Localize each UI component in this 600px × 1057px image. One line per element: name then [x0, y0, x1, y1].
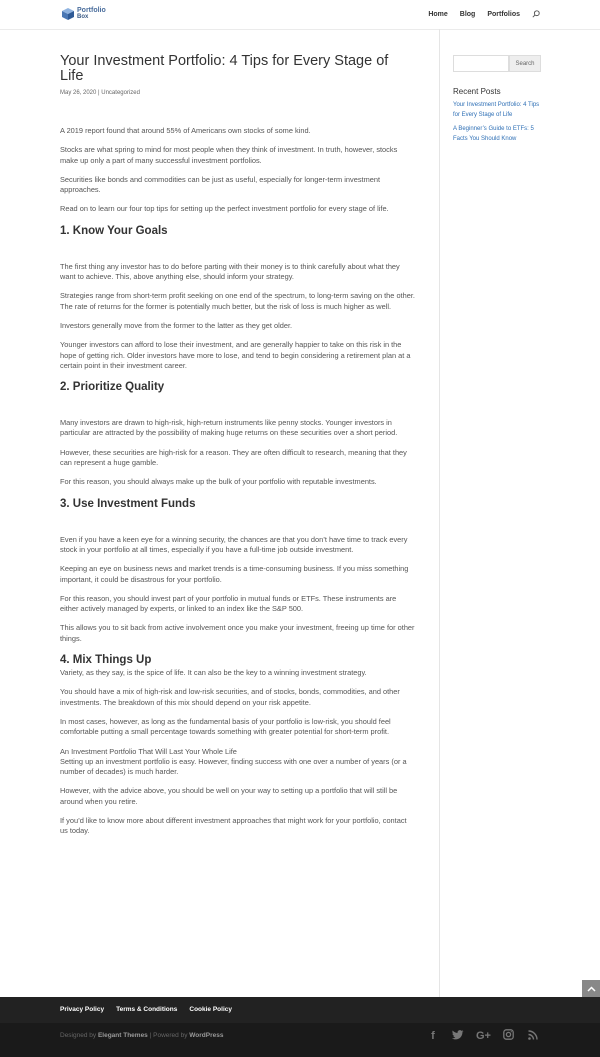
- paragraph: This allows you to sit back from active involvement once you make your investment, freeing up time for other things.: [60, 623, 415, 643]
- paragraph: In most cases, however, as long as the fundamental basis of your portfolio is low-risk, you should feel comfortable putting a small percentage towards something with greater potential for short-term profit.: [60, 716, 391, 737]
- instagram-icon[interactable]: [501, 1029, 515, 1043]
- paragraph: Many investors are drawn to high-risk, high-return instruments like penny stocks. Younger investors in particular are attracted by the possibility of making huge returns on these securities over a short period.: [60, 418, 398, 438]
- paragraph: Securities like bonds and commodities can be just as useful, especially for longer-term investment approaches.: [60, 174, 381, 195]
- closing-subheading: An Investment Portfolio That Will Last Your Whole Life: [60, 746, 237, 756]
- paragraph: Even if you have a keen eye for a winning security, the chances are that you don’t have time to track every stock in your portfolio at all times, especially if you have a full-time job outside investment.: [60, 534, 408, 554]
- recent-posts-title: Recent Posts: [453, 87, 501, 96]
- paragraph: You should have a mix of high-risk and low-risk securities, and of stocks, bonds, commodities, and other investments. The breakdown of this mix should depend on your risk appetite.: [60, 687, 400, 707]
- paragraph: For this reason, you should always make up the bulk of your portfolio with reputable investments.: [60, 477, 377, 487]
- paragraph: Strategies range from short-term profit seeking on one end of the spectrum, to long-term saving on the other. The rate of returns for the former is potentially much better, but the risk of loss is much higher as well.: [60, 291, 415, 311]
- recent-post-link[interactable]: Your Investment Portfolio: 4 Tips for Every Stage of Life: [453, 102, 540, 118]
- footer-link-privacy[interactable]: Privacy Policy: [60, 1006, 105, 1013]
- social-icons: [426, 1029, 540, 1043]
- main-nav: [428, 10, 540, 18]
- twitter-icon[interactable]: [451, 1030, 465, 1043]
- post-date: May 26, 2020: [60, 90, 97, 96]
- search-input[interactable]: [453, 55, 509, 72]
- paragraph: Read on to learn our four top tips for setting up the perfect investment portfolio for every stage of life.: [60, 204, 389, 214]
- facebook-icon[interactable]: f: [431, 1030, 435, 1042]
- article-content: [60, 126, 415, 837]
- rss-icon[interactable]: [526, 1030, 540, 1043]
- paragraph: Setting up an investment portfolio is easy. However, finding success with one over a number of years (or a number of decades) is much harder.: [60, 756, 407, 777]
- paragraph: Investors generally move from the former to the latter as they get older.: [60, 320, 293, 330]
- chevron-up-icon: [587, 986, 596, 992]
- post-category-link[interactable]: Uncategorized: [101, 90, 140, 96]
- sidebar-search: [453, 55, 541, 72]
- footer-link-terms[interactable]: Terms & Conditions: [116, 1006, 178, 1013]
- paragraph: However, these securities are high-risk for a reason. They are often difficult to research, meaning that they can represent a huge gamble.: [60, 447, 407, 468]
- footer-link-cookie[interactable]: Cookie Policy: [189, 1006, 232, 1013]
- site-header: [0, 0, 600, 29]
- logo-line1: Portfolio: [77, 7, 106, 14]
- paragraph: Variety, as they say, is the spice of life. It can also be the key to a winning investment strategy.: [60, 668, 367, 678]
- search-icon[interactable]: [532, 10, 540, 18]
- search-button[interactable]: Search: [509, 55, 541, 72]
- paragraph: If you’d like to know more about different investment approaches that might work for your portfolio, contact us today.: [60, 815, 407, 836]
- footer-bottom: [0, 1023, 600, 1057]
- paragraph: A 2019 report found that around 55% of Americans own stocks of some kind.: [60, 126, 311, 135]
- back-to-top-button[interactable]: [582, 980, 600, 997]
- section-heading: 1. Know Your Goals: [60, 224, 168, 237]
- paragraph: The first thing any investor has to do before parting with their money is to think carefully about what they want to achieve. This, above anything else, should inform your strategy.: [60, 261, 400, 282]
- paragraph: However, with the advice above, you should be well on your way to setting up a portfolio that will still be around when you retire.: [60, 786, 398, 806]
- paragraph: Younger investors can afford to lose their investment, and are generally happier to take on this risk in the hope of getting rich. Older investors have more to lose, and tend to begin considering a retirement plan at a certain point in their investment career.: [60, 340, 411, 370]
- paragraph: For this reason, you should invest part of your portfolio in mutual funds or ETFs. These instruments are either actively managed by experts, or linked to an index like the S&P 500.: [60, 593, 397, 614]
- paragraph: Stocks are what spring to mind for most people when they think of investment. In truth, however, stocks make up only a part of many successful investment portfolios.: [60, 145, 398, 165]
- recent-post-link[interactable]: A Beginner’s Guide to ETFs: 5 Facts You Should Know: [453, 126, 534, 142]
- closing-block: [60, 747, 415, 778]
- wordpress-link[interactable]: WordPress: [189, 1032, 224, 1039]
- logo-line2: Box: [77, 14, 89, 20]
- nav-portfolios[interactable]: Portfolios: [487, 10, 520, 18]
- nav-home[interactable]: Home: [428, 10, 448, 18]
- google-plus-icon[interactable]: G+: [476, 1030, 491, 1042]
- footer-credits: Designed by Elegant Themes | Powered by WordPress: [60, 1032, 224, 1039]
- footer-nav: [0, 997, 600, 1023]
- logo-cube-icon: [62, 8, 74, 20]
- elegant-themes-link[interactable]: Elegant Themes: [97, 1032, 148, 1039]
- paragraph: Keeping an eye on business news and market trends is a time-consuming business. If you miss something important, it could be disastrous for your portfolio.: [60, 564, 409, 584]
- sidebar-divider: [439, 29, 440, 997]
- section-heading: 2. Prioritize Quality: [60, 381, 165, 394]
- nav-blog[interactable]: Blog: [459, 10, 476, 18]
- article: [60, 54, 415, 846]
- page-title: Your Investment Portfolio: 4 Tips for Every Stage of Life: [60, 53, 389, 84]
- site-logo[interactable]: [62, 6, 106, 22]
- sidebar: [453, 55, 541, 148]
- section-heading: 4. Mix Things Up: [60, 654, 152, 667]
- post-meta: May 26, 2020 | Uncategorized: [60, 90, 140, 96]
- section-heading: 3. Use Investment Funds: [60, 497, 196, 510]
